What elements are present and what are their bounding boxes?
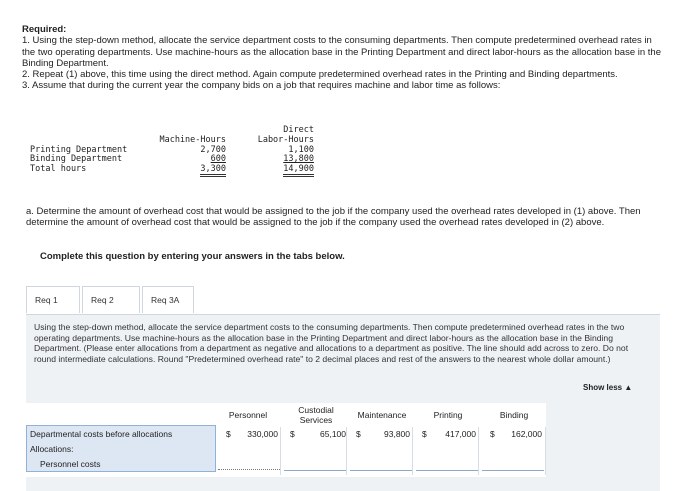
row-name: Printing Department bbox=[30, 144, 128, 155]
panel-instructions: Using the step-down method, allocate the service department costs to the consuming departments. Then compute predetermined overhead rates in the two operating departments. Use machine-hours as the allocation base in the Printing Department and direct labor-hours as the allocation base in the Binding Department. (Please enter allocations from a department as negative and allocations to a department as positive. The line should add across to zero. Do not round intermediate calculations. Round "Predetermined overhead rate" to 2 decimal places and rest of the answers to the nearest whole dollar amount.) bbox=[34, 322, 629, 364]
value-personnel: 330,000 bbox=[247, 429, 278, 439]
row-name: Total hours bbox=[30, 164, 87, 175]
col-header-direct: Direct bbox=[283, 125, 314, 135]
required-p1: 1. Using the step-down method, allocate the service department costs to the consuming departments. Then compute predetermined overhead rates in the two operating departments. Use machine-hours as the allocation base in the Printing Department and direct labor-hours as the allocation base in the Binding Department. bbox=[22, 35, 661, 69]
value-maintenance: 93,800 bbox=[384, 429, 410, 439]
column-divider bbox=[545, 427, 546, 475]
table-row bbox=[26, 457, 546, 472]
table-row bbox=[26, 442, 546, 457]
row-label: Departmental costs before allocations bbox=[30, 429, 173, 439]
value-printing: 417,000 bbox=[445, 429, 476, 439]
row-label: Allocations: bbox=[30, 444, 74, 454]
currency-sign: $ bbox=[490, 429, 495, 439]
col-header-labor-hours: Labor-Hours bbox=[257, 134, 314, 145]
col-binding: Binding bbox=[499, 410, 529, 420]
required-p2: 2. Repeat (1) above, this time using the direct method. Again compute predetermined overhead rates in the Printing and Binding departments. bbox=[22, 69, 618, 81]
personnel-input[interactable] bbox=[218, 459, 280, 470]
hours-table bbox=[30, 126, 314, 175]
value-binding: 162,000 bbox=[511, 429, 542, 439]
column-divider bbox=[346, 427, 347, 475]
row-lh: 14,900 bbox=[283, 164, 314, 177]
tab-req-1[interactable]: Req 1 bbox=[26, 286, 80, 313]
required-p3: 3. Assume that during the current year the company bids on a job that requires machine and labor time as follows: bbox=[22, 80, 501, 92]
maintenance-input[interactable] bbox=[350, 458, 412, 471]
currency-sign: $ bbox=[356, 429, 361, 439]
instruction-text: Complete this question by entering your answers in the tabs below. bbox=[40, 251, 345, 262]
value-custodial: 65,100 bbox=[320, 429, 346, 439]
tab-bar bbox=[26, 286, 196, 314]
col-personnel: Personnel bbox=[228, 410, 268, 420]
currency-sign: $ bbox=[290, 429, 295, 439]
binding-input[interactable] bbox=[482, 458, 544, 471]
row-label: Personnel costs bbox=[40, 459, 101, 469]
row-lh: 13,800 bbox=[283, 154, 314, 165]
currency-sign: $ bbox=[422, 429, 427, 439]
allocation-grid bbox=[26, 403, 546, 477]
table-row bbox=[30, 165, 314, 175]
custodial-input[interactable] bbox=[284, 458, 346, 471]
row-mh: 600 bbox=[210, 154, 226, 165]
grid-header bbox=[26, 403, 546, 427]
required-title: Required: bbox=[22, 24, 67, 35]
row-lh: 1,100 bbox=[288, 144, 314, 155]
row-name: Binding Department bbox=[30, 154, 123, 165]
table-row bbox=[26, 427, 546, 442]
row-mh: 3,300 bbox=[200, 164, 226, 177]
row-mh: 2,700 bbox=[200, 144, 226, 155]
col-printing: Printing bbox=[433, 410, 463, 420]
currency-sign: $ bbox=[226, 429, 231, 439]
tab-req-3a[interactable]: Req 3A bbox=[142, 286, 194, 313]
col-custodial-services: Custodial Services bbox=[298, 405, 334, 425]
show-less-link[interactable]: Show less ▲ bbox=[583, 383, 633, 392]
part-a-text: a. Determine the amount of overhead cost that would be assigned to the job if the company used the overhead rates developed in (1) above. Then determine the amount of overhead cost that would be assigned to the job if the company used the overhead rates developed in (2) above. bbox=[26, 206, 641, 229]
required-section bbox=[22, 24, 662, 92]
column-divider bbox=[412, 427, 413, 475]
col-header-machine-hours: Machine-Hours bbox=[159, 134, 226, 145]
column-divider bbox=[280, 427, 281, 475]
column-divider bbox=[478, 427, 479, 475]
printing-input[interactable] bbox=[416, 458, 478, 471]
col-maintenance: Maintenance bbox=[357, 410, 407, 420]
tab-req-2[interactable]: Req 2 bbox=[82, 286, 140, 313]
